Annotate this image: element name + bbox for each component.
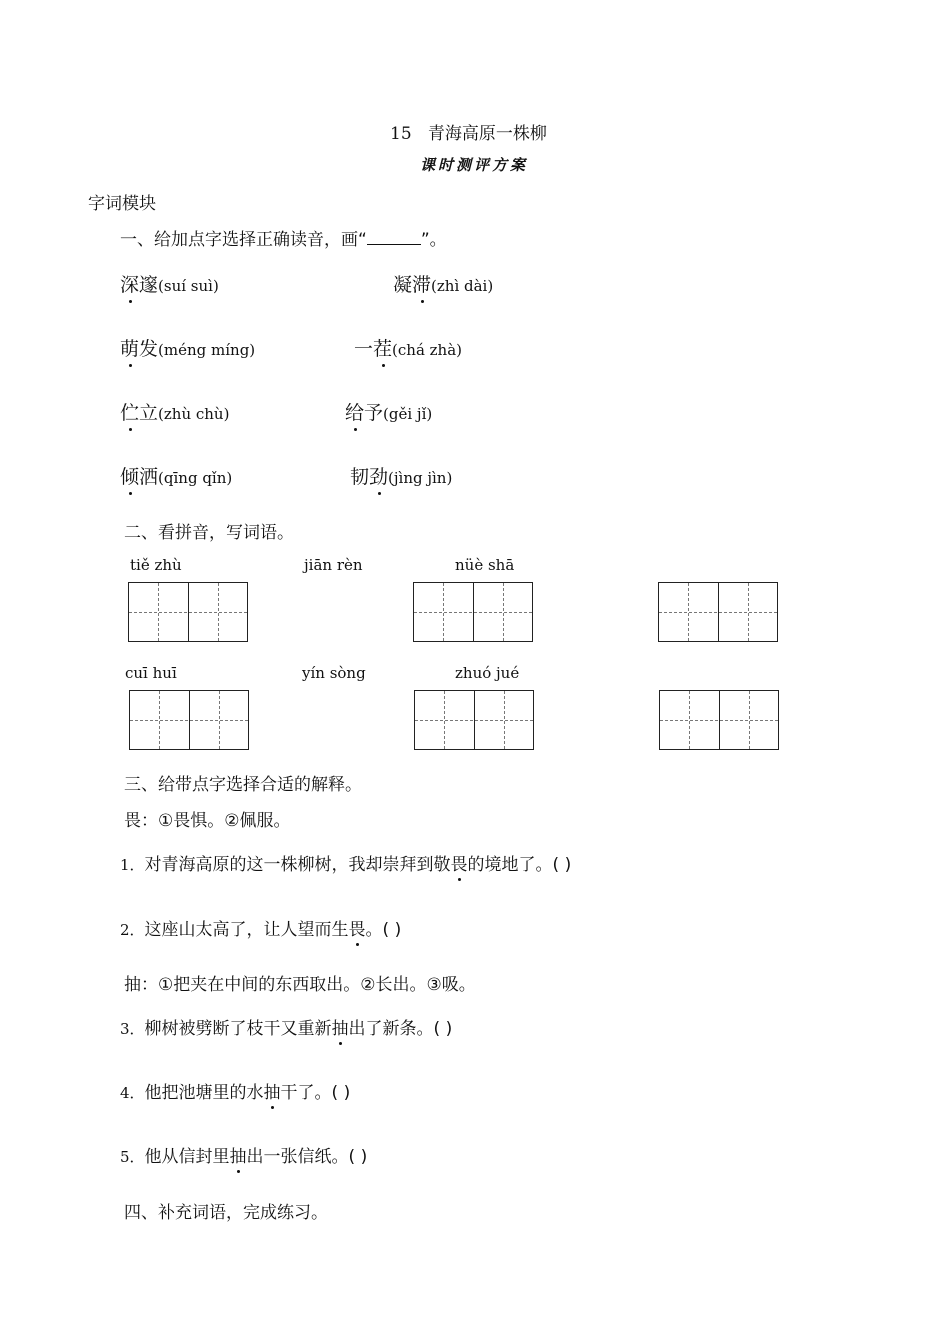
dotted-char: 伫 [120, 398, 139, 425]
question-1: 1．对青海高原的这一株柳树，我却崇拜到敬畏的境地了。( ) [120, 850, 571, 875]
question-5: 5．他从信封里抽出一张信纸。( ) [120, 1142, 367, 1167]
pinyin-label-3: nüè shā [455, 556, 515, 574]
section1-heading: 一、给加点字选择正确读音，画“ ”。 [120, 230, 447, 250]
pinyin-label-5: yín sòng [302, 664, 366, 682]
writing-grid[interactable] [413, 582, 533, 642]
pinyin-item-8: 韧劲(jìng jìn) [350, 462, 452, 489]
writing-grid[interactable] [128, 582, 248, 642]
chou-definition: 抽：①把夹在中间的东西取出。②长出。③吸。 [124, 975, 476, 995]
pinyin-item-3: 萌发(méng míng) [120, 334, 255, 361]
title-text: 青海高原一株柳 [427, 124, 547, 144]
pinyin-label-6: zhuó jué [455, 664, 520, 682]
section2-heading: 二、看拼音，写词语。 [124, 523, 294, 543]
dotted-char: 劲 [369, 462, 388, 489]
section4-heading: 四、补充词语，完成练习。 [124, 1203, 328, 1223]
dotted-char: 畏 [349, 915, 366, 940]
dotted-char: 抽 [264, 1078, 281, 1103]
writing-grid[interactable] [659, 690, 779, 750]
wei-definition: 畏：①畏惧。②佩服。 [124, 811, 291, 831]
writing-grid[interactable] [129, 690, 249, 750]
dotted-char: 茬 [373, 334, 392, 361]
question-2: 2．这座山太高了，让人望而生畏。( ) [120, 915, 401, 940]
writing-grid[interactable] [414, 690, 534, 750]
pinyin-item-2: 凝滞(zhì dài) [393, 270, 493, 297]
title-number: 15 [390, 124, 412, 144]
pinyin-item-6: 给予(gěi jǐ) [345, 398, 432, 425]
dotted-char: 抽 [332, 1014, 349, 1039]
dotted-char: 萌 [120, 334, 139, 361]
writing-grid[interactable] [658, 582, 778, 642]
dotted-char: 抽 [230, 1142, 247, 1167]
dotted-char: 给 [345, 398, 364, 425]
dotted-char: 倾 [120, 462, 139, 489]
question-4: 4．他把池塘里的水抽干了。( ) [120, 1078, 350, 1103]
subtitle: 课时测评方案 [420, 156, 529, 174]
pinyin-label-1: tiě zhù [130, 556, 182, 574]
pinyin-label-2: jiān rèn [304, 556, 363, 574]
pinyin-item-4: 一茬(chá zhà) [354, 334, 462, 361]
pinyin-label-4: cuī huī [125, 664, 177, 682]
dotted-char: 深 [120, 270, 139, 297]
pinyin-item-1: 深邃(suí suì) [120, 270, 219, 297]
section3-heading: 三、给带点字选择合适的解释。 [124, 775, 362, 795]
dotted-char: 畏 [451, 850, 468, 875]
dotted-char: 滞 [412, 270, 431, 297]
answer-underline [367, 230, 421, 245]
question-3: 3．柳树被劈断了枝干又重新抽出了新条。( ) [120, 1014, 452, 1039]
pinyin-item-5: 伫立(zhù chù) [120, 398, 229, 425]
module-heading: 字词模块 [88, 194, 156, 214]
page-title [390, 119, 547, 144]
pinyin-item-7: 倾洒(qīng qǐn) [120, 462, 232, 489]
